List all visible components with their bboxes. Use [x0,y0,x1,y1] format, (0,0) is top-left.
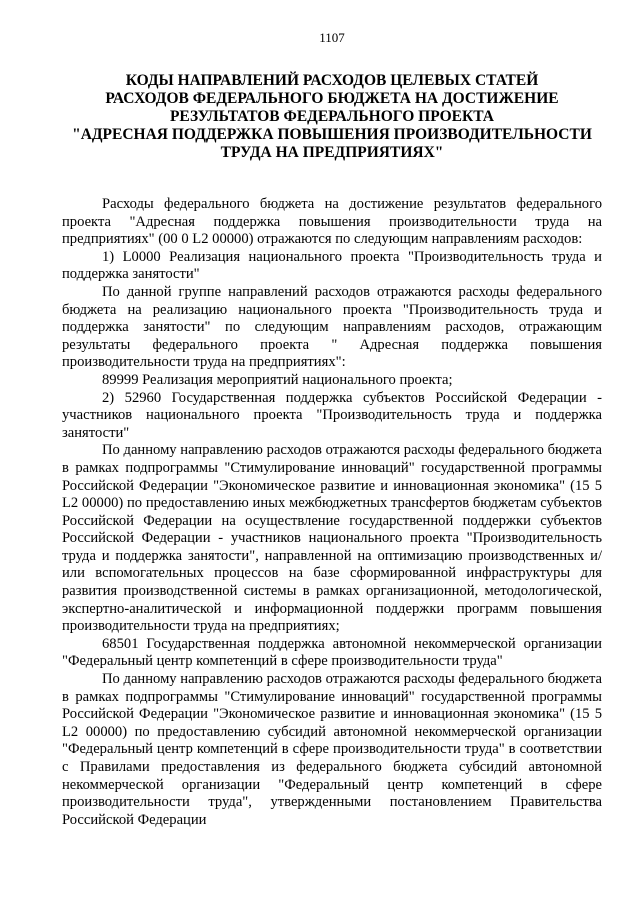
paragraph-code-68501-description: По данному направлению расходов отражаются расходы федерального бюджета в рамках подпрограммы "Стимулирование инноваций" государственной программы Российской Федерации "Экономическое развитие и инновационная экономика" (15 5 L2 00000) по предоставлению субсидий автономной некоммерческой организации "Федеральный центр компетенций в сфере производительности труда" в соответствии с Правилами предоставления из федерального бюджета субсидий автономной некоммерческой организации "Федеральный центр компетенций в сфере производительности труда", утвержденными постановлением Правительства Российской Федерации [62,671,602,828]
paragraph-item-1-description: По данной группе направлений расходов отражаются расходы федерального бюджета на реализацию национального проекта "Производительность труда и поддержка занятости" по следующим направлениям расходов, отражающим результаты федерального проекта " Адресная поддержка повышения производительности труда на предприятиях": [62,283,602,371]
document-body [62,196,602,829]
document-title [62,72,602,162]
paragraph-item-1-heading: 1) L0000 Реализация национального проекта "Производительность труда и поддержка занятости" [62,248,602,283]
paragraph-item-2-heading: 2) 52960 Государственная поддержка субъектов Российской Федерации - участников национального проекта "Производительность труда и поддержка занятости" [62,389,602,441]
paragraph-item-2-description: По данному направлению расходов отражаются расходы федерального бюджета в рамках подпрограммы "Стимулирование инноваций" государственной программы Российской Федерации "Экономическое развитие и инновационная экономика" (15 5 L2 00000) по предоставлению иных межбюджетных трансфертов бюджетам субъектов Российской Федерации на осуществление государственной поддержки субъектов Российской Федерации - участников национального проекта "Производительность труда и поддержка занятости", направленной на оптимизацию производственных и/или вспомогательных процессов на базе сформированной инфраструктуры для развития производственной системы в рамках организационной, методологической, экспертно-аналитической и информационной поддержки программ повышения производительности труда на предприятиях; [62,442,602,635]
title-line-4: "АДРЕСНАЯ ПОДДЕРЖКА ПОВЫШЕНИЯ ПРОИЗВОДИТЕЛЬНОСТИ [72,126,592,143]
paragraph-code-68501: 68501 Государственная поддержка автономной некоммерческой организации "Федеральный центр компетенций в сфере производительности труда" [62,635,602,670]
title-line-5: ТРУДА НА ПРЕДПРИЯТИЯХ" [220,144,444,161]
paragraph-intro: Расходы федерального бюджета на достижение результатов федерального проекта "Адресная поддержка повышения производительности труда на предприятиях" (00 0 L2 00000) отражаются по следующим направлениям расходов: [62,196,602,248]
paragraph-code-89999: 89999 Реализация мероприятий национального проекта; [102,371,453,388]
page-number: 1107 [319,30,345,45]
title-line-1: КОДЫ НАПРАВЛЕНИЙ РАСХОДОВ ЦЕЛЕВЫХ СТАТЕЙ [125,72,539,89]
document-page [62,30,602,829]
title-line-3: РЕЗУЛЬТАТОВ ФЕДЕРАЛЬНОГО ПРОЕКТА [169,108,495,125]
title-line-2: РАСХОДОВ ФЕДЕРАЛЬНОГО БЮДЖЕТА НА ДОСТИЖЕНИЕ [105,90,559,107]
